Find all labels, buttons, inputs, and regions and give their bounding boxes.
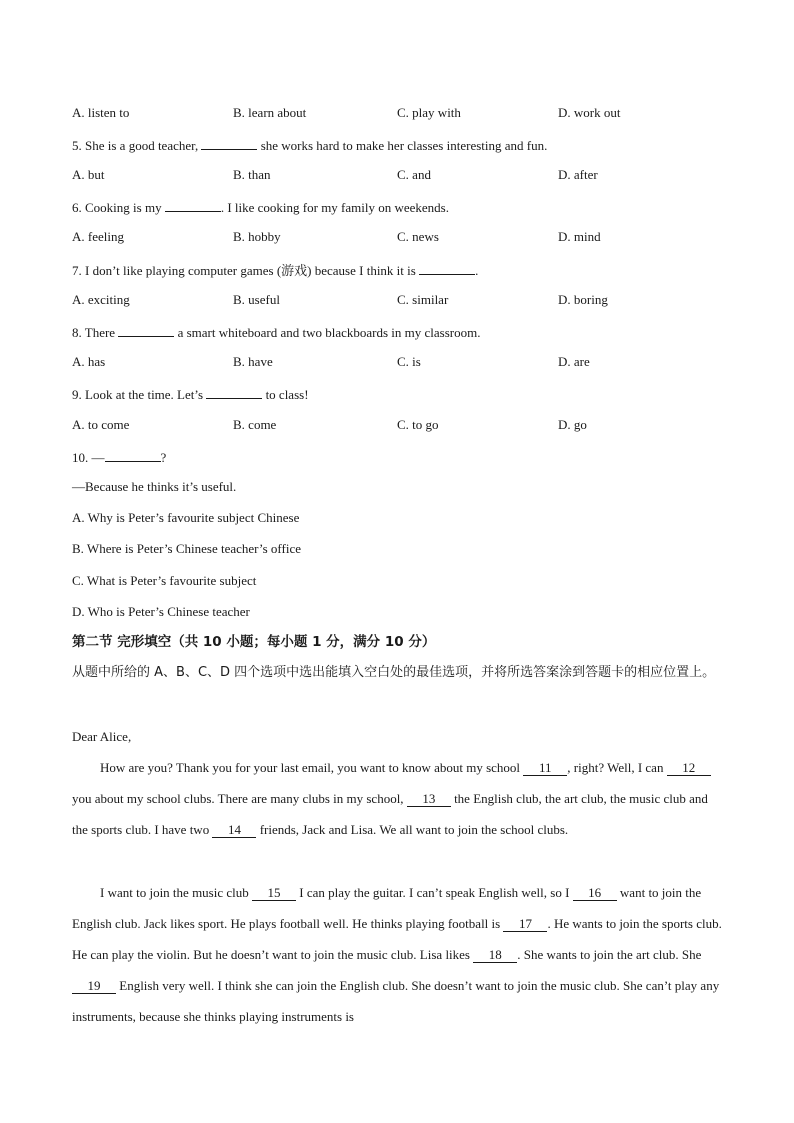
- q10-answer-line: —Because he thinks it’s useful.: [72, 479, 237, 494]
- q5-option-d: D. after: [558, 167, 598, 182]
- p1-text-2: , right? Well, I can: [567, 760, 667, 775]
- blank-13: 13: [407, 792, 451, 807]
- q4-options: [72, 105, 722, 121]
- q10-blank: [105, 448, 161, 462]
- q9-stem: [72, 385, 309, 403]
- p1-text-1: How are you? Thank you for your last email, you want to know about my school: [100, 760, 524, 775]
- blank-17: 17: [503, 917, 547, 932]
- blank-18: 18: [473, 948, 517, 963]
- q8-text-after: a smart whiteboard and two blackboards in my classroom.: [174, 325, 481, 340]
- q8-option-d: D. are: [558, 354, 590, 369]
- q4-option-c: C. play with: [397, 105, 461, 120]
- q4-option-d: D. work out: [558, 105, 621, 120]
- q9-option-c: C. to go: [397, 417, 439, 432]
- q9-option-b: B. come: [233, 417, 277, 432]
- p2-text-6: English very well. I think she can join the English club. She doesn’t want to join the music club. She can’t play any instruments, because she thinks playing instruments is: [72, 978, 720, 1024]
- q6-options: [72, 229, 722, 245]
- q7-blank: [419, 261, 475, 275]
- q8-blank: [118, 323, 174, 337]
- q7-option-b: B. useful: [233, 292, 280, 307]
- q5-blank: [201, 136, 257, 150]
- q9-option-d: D. go: [558, 417, 587, 432]
- section-heading: 第二节 完形填空（共 10 小题；每小题 1 分，满分 10 分）: [72, 634, 436, 650]
- q6-option-d: D. mind: [558, 229, 601, 244]
- p2-text-5: . She wants to join the art club. She: [517, 947, 702, 962]
- q8-stem: [72, 323, 480, 341]
- blank-16: 16: [573, 886, 617, 901]
- blank-11: 11: [523, 761, 567, 776]
- q8-text-before: 8. There: [72, 325, 119, 340]
- blank-15: 15: [252, 886, 296, 901]
- q6-option-a: A. feeling: [72, 229, 124, 244]
- q10-option-a: A. Why is Peter’s favourite subject Chinese: [72, 510, 300, 525]
- q9-options: [72, 417, 722, 433]
- section-instruction: 从题中所给的 A、B、C、D 四个选项中选出能填入空白处的最佳选项，并将所选答案涂到答题卡的相应位置上。: [72, 665, 716, 680]
- q5-options: [72, 167, 722, 183]
- blank-19: 19: [72, 979, 116, 994]
- q9-text-before: 9. Look at the time. Let’s: [72, 387, 207, 402]
- p2-text-3: want to join the English club. Jack likes sport. He plays football well. He thinks playing football is: [72, 885, 702, 931]
- q5-stem: [72, 136, 547, 154]
- q7-text-before: 7. I don’t like playing computer games (游戏) because I think it is: [72, 263, 420, 278]
- q10-text-before: 10. —: [72, 450, 105, 465]
- q8-option-c: C. is: [397, 354, 421, 369]
- p1-text-5: friends, Jack and Lisa. We all want to join the school clubs.: [256, 822, 569, 837]
- letter-paragraph-1: [72, 752, 722, 845]
- q6-stem: [72, 198, 449, 216]
- q7-text-after: .: [475, 263, 479, 278]
- q10-option-c: C. What is Peter’s favourite subject: [72, 573, 257, 588]
- q8-option-b: B. have: [233, 354, 273, 369]
- p2-text-2: I can play the guitar. I can’t speak English well, so I: [296, 885, 573, 900]
- p2-text-1: I want to join the music club: [100, 885, 253, 900]
- q10-stem: [72, 448, 166, 466]
- q6-blank: [165, 198, 221, 212]
- q8-options: [72, 354, 722, 370]
- q6-text-before: 6. Cooking is my: [72, 200, 165, 215]
- q10-option-d: D. Who is Peter’s Chinese teacher: [72, 604, 250, 619]
- q6-option-c: C. news: [397, 229, 439, 244]
- q5-text-before: 5. She is a good teacher,: [72, 138, 202, 153]
- letter-greeting: Dear Alice,: [72, 729, 132, 744]
- p1-text-3: you about my school clubs. There are many clubs in my school,: [72, 791, 407, 806]
- p2-text-4: . He wants to join the sports club. He can play the violin. But he doesn’t want to join the music club. Lisa likes: [72, 916, 722, 962]
- blank-12: 12: [667, 761, 711, 776]
- q7-stem: [72, 261, 478, 279]
- q7-options: [72, 292, 722, 308]
- q5-option-a: A. but: [72, 167, 105, 182]
- q4-option-a: A. listen to: [72, 105, 130, 120]
- q5-option-c: C. and: [397, 167, 431, 182]
- q10-option-b: B. Where is Peter’s Chinese teacher’s office: [72, 541, 301, 556]
- q5-text-after: she works hard to make her classes interesting and fun.: [257, 138, 548, 153]
- q4-option-b: B. learn about: [233, 105, 307, 120]
- p1-text-4: the English club, the art club, the music club and the sports club. I have two: [72, 791, 708, 837]
- q9-option-a: A. to come: [72, 417, 130, 432]
- q5-option-b: B. than: [233, 167, 271, 182]
- q6-option-b: B. hobby: [233, 229, 281, 244]
- q6-text-after: . I like cooking for my family on weekends.: [220, 200, 449, 215]
- q9-text-after: to class!: [262, 387, 309, 402]
- q7-option-d: D. boring: [558, 292, 608, 307]
- blank-14: 14: [212, 823, 256, 838]
- q9-blank: [206, 385, 262, 399]
- q7-option-a: A. exciting: [72, 292, 130, 307]
- q8-option-a: A. has: [72, 354, 106, 369]
- q10-text-after: ?: [160, 450, 167, 465]
- q7-option-c: C. similar: [397, 292, 449, 307]
- letter-paragraph-2: [72, 877, 722, 1032]
